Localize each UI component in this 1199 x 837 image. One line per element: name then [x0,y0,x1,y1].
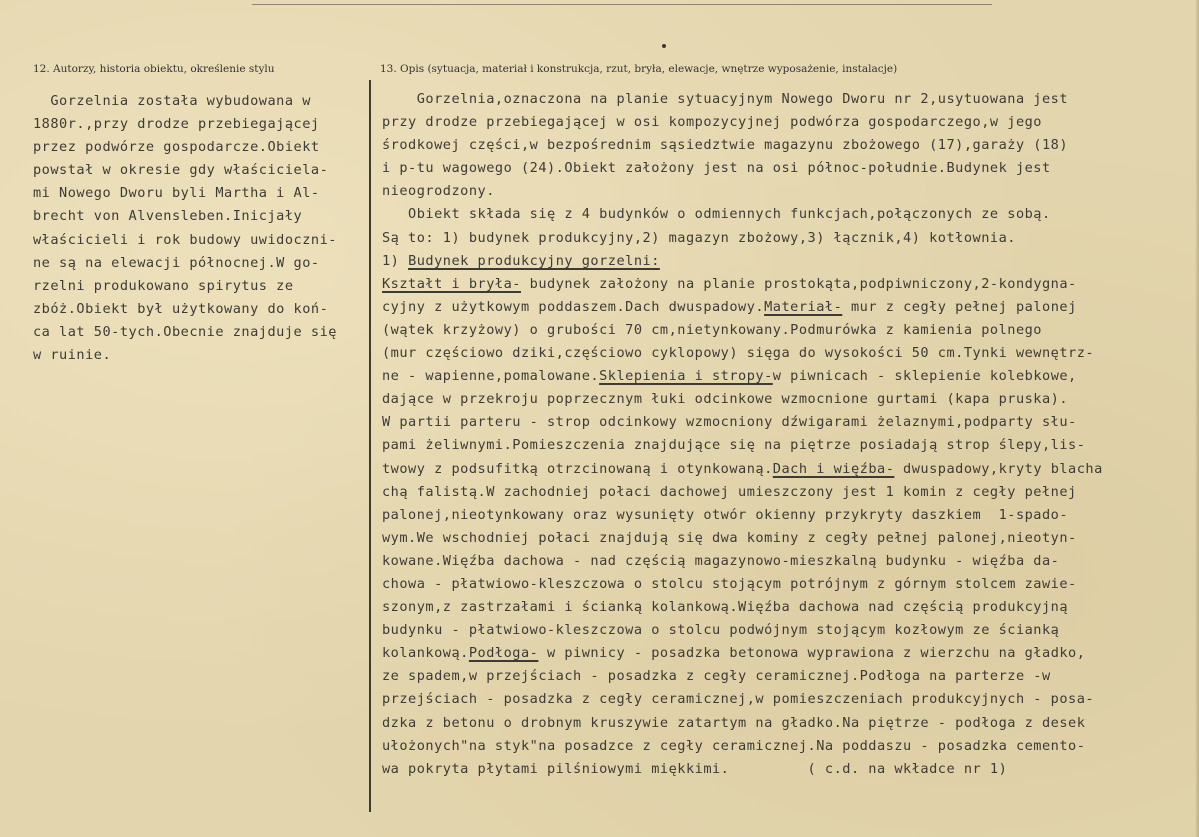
description-line [382,227,1197,250]
description-line [382,527,1197,550]
text-segment: ułożonych"na styk"na posadzce z cegły ceramicznej.Na poddaszu - posadzka cemento- [382,737,1086,754]
description-line [382,296,1197,319]
text-segment: przejściach - posadzka z cegły ceramicznej,w pomieszczeniach produkcyjnych - posa- [382,691,1095,708]
description-line [382,134,1197,157]
text-segment: palonej,nieotynkowany oraz wysunięty otwór okienny przykryty daszkiem 1-spado- [382,506,1069,523]
description-line [382,111,1197,134]
description-line [382,550,1197,573]
underlined-heading: Materiał- [764,298,843,315]
text-segment: dwuspadowy,kryty blacha [894,460,1103,477]
text-segment: W partii parteru - strop odcinkowy wzmocniony dźwigarami żelaznymi,podparty słu- [382,414,1077,431]
description-line [382,434,1197,457]
history-line: powstał w okresie gdy właściciela- [33,162,329,179]
text-segment: ze spadem,w przejściach - posadzka z cegły ceramicznej.Podłoga na parterze -w [382,668,1051,685]
description-line [382,388,1197,411]
text-segment: budynek założony na planie prostokąta,podpiwniczony,2-kondygna- [520,275,1077,292]
underlined-heading: Podłoga- [468,645,539,662]
history-line: zbóż.Obiekt był użytkowany do koń- [33,300,329,317]
history-text [33,90,373,367]
text-segment: w piwnicy - posadzka betonowa wyprawiona z wierzchu na gładko, [538,645,1086,662]
text-segment: mur z cegły pełnej palonej [842,298,1077,315]
text-segment: cyjny z użytkowym poddaszem.Dach dwuspadowy. [382,298,765,315]
top-border-line [252,0,992,5]
text-segment: (mur częściowo dziki,częściowo cyklopowy) sięga do wysokości 50 cm.Tynki wewnętrz- [382,345,1095,362]
description-line [382,596,1197,619]
description-line [382,665,1197,688]
history-line: rzelni produkowano spirytus ze [33,277,294,294]
history-line: ne są na elewacji północnej.W go- [33,254,320,271]
description-line [382,735,1197,758]
text-segment: wym.We wschodniej połaci znajdują się dwa kominy z cegły pełnej palonej,nieotyn- [382,529,1077,546]
text-segment: (wątek krzyżowy) o grubości 70 cm,nietynkowany.Podmurówka z kamienia polnego [382,321,1042,338]
description-line [382,481,1197,504]
text-segment: kowane.Więźba dachowa - nad częścią magazynowo-mieszkalną budynku - więźba da- [382,552,1060,569]
description-line [382,758,1197,781]
description-line [382,250,1197,273]
description-line [382,180,1197,203]
text-segment: ne - wapienne,pomalowane. [382,368,600,385]
history-line: brecht von Alvensleben.Inicjały [33,208,303,225]
underlined-heading: Kształt i bryła- [382,275,521,292]
text-segment: chą falistą.W zachodniej połaci dachowej umieszczony jest 1 komin z cegły pełnej [382,483,1077,500]
history-line: przez podwórze gospodarcze.Obiekt [33,139,320,156]
history-line: w ruinie. [33,347,112,364]
text-segment: Obiekt składa się z 4 budynków o odmiennych funkcjach,połączonych ze sobą. [382,206,1051,223]
description-line [382,411,1197,434]
history-line: ca lat 50-tych.Obecnie znajduje się [33,323,337,340]
text-segment: Gorzelnia,oznaczona na planie sytuacyjnym Nowego Dworu nr 2,usytuowana jest [382,91,1069,107]
description-line [382,273,1197,296]
description-line [382,157,1197,180]
text-segment: szonym,z zastrzałami i ścianką kolankową.Więźba dachowa nad częścią produkcyjną [382,599,1069,616]
text-segment: 1) [382,252,409,269]
text-segment: nieogrodzony. [382,183,495,200]
section-13-heading: 13. Opis (sytuacja, materiał i konstrukcja, rzut, bryła, elewacje, wnętrze wyposażenie, instalacje) [380,63,898,75]
description-line [382,642,1197,665]
text-segment: budynku - płatwiowo-kleszczowa o stolcu podwójnym stojącym kozłowym ze ścianką [382,622,1060,639]
text-segment: wa pokryta płytami pilśniowymi miękkimi. ( c.d. na wkładce nr 1) [382,760,1008,777]
text-segment: dzka z betonu o drobnym kruszywie zatartym na gładko.Na piętrze - podłoga z desek [382,714,1086,731]
history-line: 1880r.,przy drodze przebiegającej [33,116,320,133]
description-line [382,342,1197,365]
text-segment: twowy z podsufitką otrzcinowaną i otynkowaną. [382,460,773,477]
description-line [382,619,1197,642]
description-line [382,504,1197,527]
text-segment: Są to: 1) budynek produkcyjny,2) magazyn zbożowy,3) łącznik,4) kotłownia. [382,229,1016,246]
history-line: właścicieli i rok budowy uwidoczni- [33,231,337,248]
description-text [382,88,1197,781]
description-line [382,365,1197,388]
text-segment: kolankową. [382,645,469,662]
description-line [382,203,1197,226]
underlined-heading: Sklepienia i stropy- [599,368,773,385]
history-line: mi Nowego Dworu byli Martha i Al- [33,185,320,202]
description-line [382,319,1197,342]
text-segment: pami żeliwnymi.Pomieszczenia znajdujące się na piętrze posiadają strop ślepy,lis- [382,437,1086,454]
ink-dot [662,44,666,48]
underlined-heading: Dach i więźba- [772,460,895,477]
description-line [382,88,1197,111]
text-segment: w piwnicach - sklepienie kolebkowe, [772,368,1077,385]
text-segment: przy drodze przebiegającej w osi kompozycyjnej podwórza gospodarczego,w jego [382,114,1042,131]
text-segment: i p-tu wagowego (24).Obiekt założony jest na osi północ-południe.Budynek jest [382,160,1051,177]
description-line [382,712,1197,735]
text-segment: chowa - płatwiowo-kleszczowa o stolcu stojącym potrójnym z górnym stolcem zawie- [382,575,1077,592]
section-12-heading: 12. Autorzy, historia obiektu, określenie stylu [33,63,275,75]
description-line [382,458,1197,481]
text-segment: środkowej części,w bezpośrednim sąsiedztwie magazynu zbożowego (17),garaży (18) [382,137,1069,154]
underlined-heading: Budynek produkcyjny gorzelni: [408,252,660,269]
text-segment: dające w przekroju poprzecznym łuki odcinkowe wzmocnione gurtami (kapa pruska). [382,391,1069,408]
description-line [382,573,1197,596]
description-line [382,688,1197,711]
history-line: Gorzelnia została wybudowana w [33,93,311,109]
